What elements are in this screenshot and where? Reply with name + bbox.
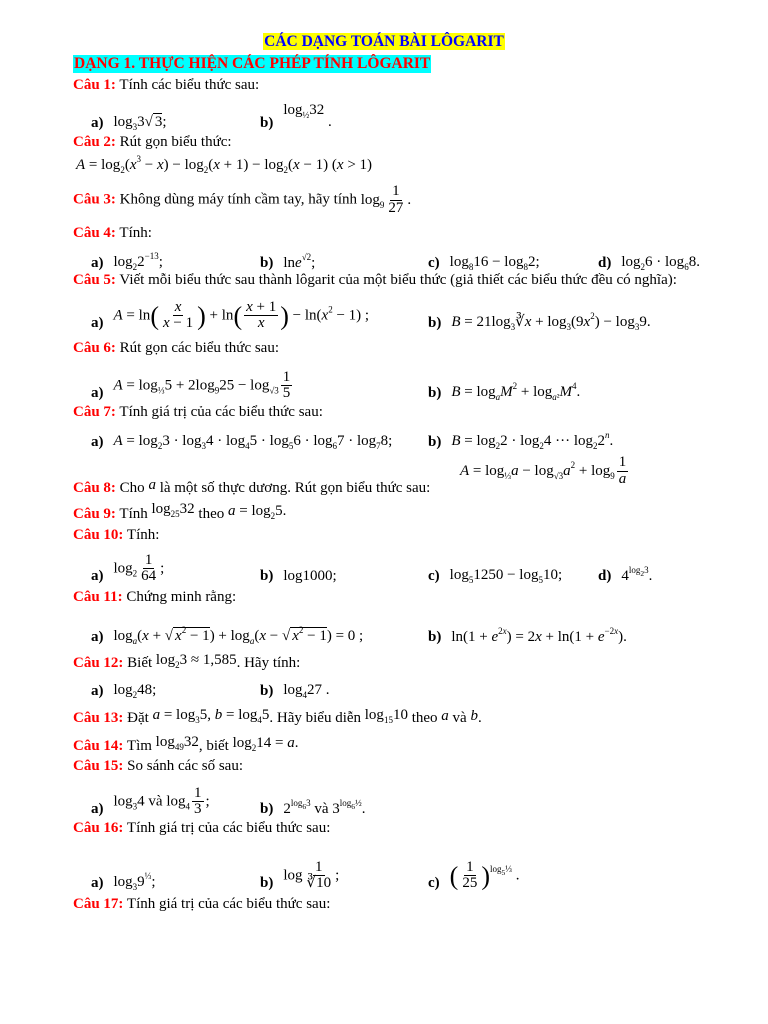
question-13: Câu 13: Đặt $a = \log_35$, $b = \log_45$. Hãy biểu diễn $\log_{15}10$ theo a và b. bbox=[73, 707, 482, 726]
item-a: a) A = ln( $\frac{x}{x - 1}$ ) + ln( $\frac{x + 1}{x}$ ) − $\ln(x^2 - 1)$ ; bbox=[91, 298, 370, 332]
item-a: a) $\log_34$ và $\log_4$ $\frac{1}{3}$ ; bbox=[91, 784, 210, 818]
item-b: b) $B = 21\log_3∛x + \log_3(9x^2) - \log_39$. bbox=[428, 311, 651, 332]
item-a: a) $\log_a(x$ + √ $x^2 - 1) + \log_a(x$ − √ $x^2 - 1) = 0$ ; bbox=[91, 625, 364, 646]
item-c: c) $\log_816 - \log_82$; bbox=[428, 254, 540, 272]
question-15: Câu 15: So sánh các số sau: bbox=[73, 758, 243, 774]
item-b: b) $2^{log_63}$ và $3^{log_6\frac{1}{2}}$. bbox=[260, 798, 366, 817]
item-b: b) $B = \log_aM^2 + \log_{a^2}M^4$. bbox=[428, 381, 581, 402]
item-b: b) $\ln(1 + e^{2x}) = 2x + \ln(1 + e^{-2x})$. bbox=[428, 626, 627, 645]
math-expression: $A = \log_{\frac{1}{3}}a - \log_{√3}a^2 + \log_9$ $\frac{1}{a}$ bbox=[460, 454, 627, 487]
question-16: Câu 16: Tính giá trị của các biểu thức sau: bbox=[73, 820, 331, 836]
item-b: b) $\log_{\frac{1}{2}}32$ . bbox=[260, 102, 332, 131]
question-9: Câu 9: Tính $\log_{25}32$ theo $a = \log_25$. bbox=[73, 501, 287, 522]
document-title: CÁC DẠNG TOÁN BÀI LÔGARIT bbox=[264, 33, 504, 50]
item-b: b) lne$^{√2}$; bbox=[260, 252, 316, 271]
item-b: b) log $\frac{1}{∛10}$ ; bbox=[260, 858, 340, 892]
item-c: c) ( $\frac{1}{25}$ )$^{log_5\frac{1}{3}}$ . bbox=[428, 858, 520, 892]
item-b: b) $\log_427$ . bbox=[260, 682, 330, 700]
item-b: b) log1000; bbox=[260, 568, 337, 584]
item-a: a) $\log_22^{-13}$; bbox=[91, 251, 163, 272]
question-1: Câu 1: Tính các biểu thức sau: bbox=[73, 77, 260, 93]
question-6: Câu 6: Rút gọn các biểu thức sau: bbox=[73, 340, 280, 356]
item-b: b) $B = \log_22 \cdot \log_24$ ··· $\log_22^n$. bbox=[428, 430, 614, 451]
math-expression: $\log_9$ $\frac{1}{27}$ . bbox=[360, 183, 412, 216]
item-a: a) $\log_248$; bbox=[91, 682, 157, 700]
question-5: Câu 5: Viết mỗi biểu thức sau thành lôgarit của một biểu thức (giả thiết các biểu thức đều có nghĩa): bbox=[73, 272, 677, 288]
math-expression: $\log_{\frac{1}{2}}32$ . bbox=[283, 102, 332, 130]
item-c: c) $\log_51250 - \log_510$; bbox=[428, 567, 563, 585]
question-14: Câu 14: Tìm $\log_{49}32$, biết $\log_214 = a$. bbox=[73, 734, 299, 754]
section-heading: DẠNG 1. THỰC HIỆN CÁC PHÉP TÍNH LÔGARIT bbox=[74, 55, 431, 72]
question-7: Câu 7: Tính giá trị của các biểu thức sau: bbox=[73, 404, 323, 420]
item-a: a) $\log_33√$ 3; bbox=[91, 114, 167, 132]
math-expression: $A = \log_2(x^3 - x) - \log_2(x + 1) - \log_2(x - 1) (x > 1)$ bbox=[76, 154, 373, 175]
math-expression: $\log_33√$ 3; bbox=[113, 114, 167, 132]
question-11: Câu 11: Chứng minh rằng: bbox=[73, 589, 237, 605]
item-a: a) $A = \log_23 \cdot \log_34 \cdot \log_45 \cdot \log_56 \cdot \log_67 \cdot \log_78$; bbox=[91, 433, 393, 451]
item-d: d) $4^{log_23}$. bbox=[598, 565, 653, 584]
question-12: Câu 12: Biết $\log_23 \approx 1,585$. Hãy tính: bbox=[73, 652, 301, 671]
question-4: Câu 4: Tính: bbox=[73, 225, 152, 241]
item-d: d) $\log_26 \cdot \log_68$. bbox=[598, 254, 700, 272]
question-3: Câu 3: Không dùng máy tính cầm tay, hãy tính $\log_9$ $\frac{1}{27}$ . bbox=[73, 183, 412, 216]
item-a: a) $\log_39^{\frac{1}{3}}$; bbox=[91, 871, 156, 892]
question-8: Câu 8: Cho a là một số thực dương. Rút gọn biểu thức sau: bbox=[73, 477, 431, 496]
question-10: Câu 10: Tính: bbox=[73, 527, 160, 543]
item-a: a) $\log_2$ $\frac{1}{64}$ ; bbox=[91, 551, 165, 585]
item-a: a) $A = \log_{\frac{1}{3}}5 + 2\log_925 - \log_{√3}$ $\frac{1}{5}$ bbox=[91, 368, 291, 402]
question-17: Câu 17: Tính giá trị của các biểu thức sau: bbox=[73, 896, 331, 912]
question-2: Câu 2: Rút gọn biểu thức: bbox=[73, 134, 232, 150]
